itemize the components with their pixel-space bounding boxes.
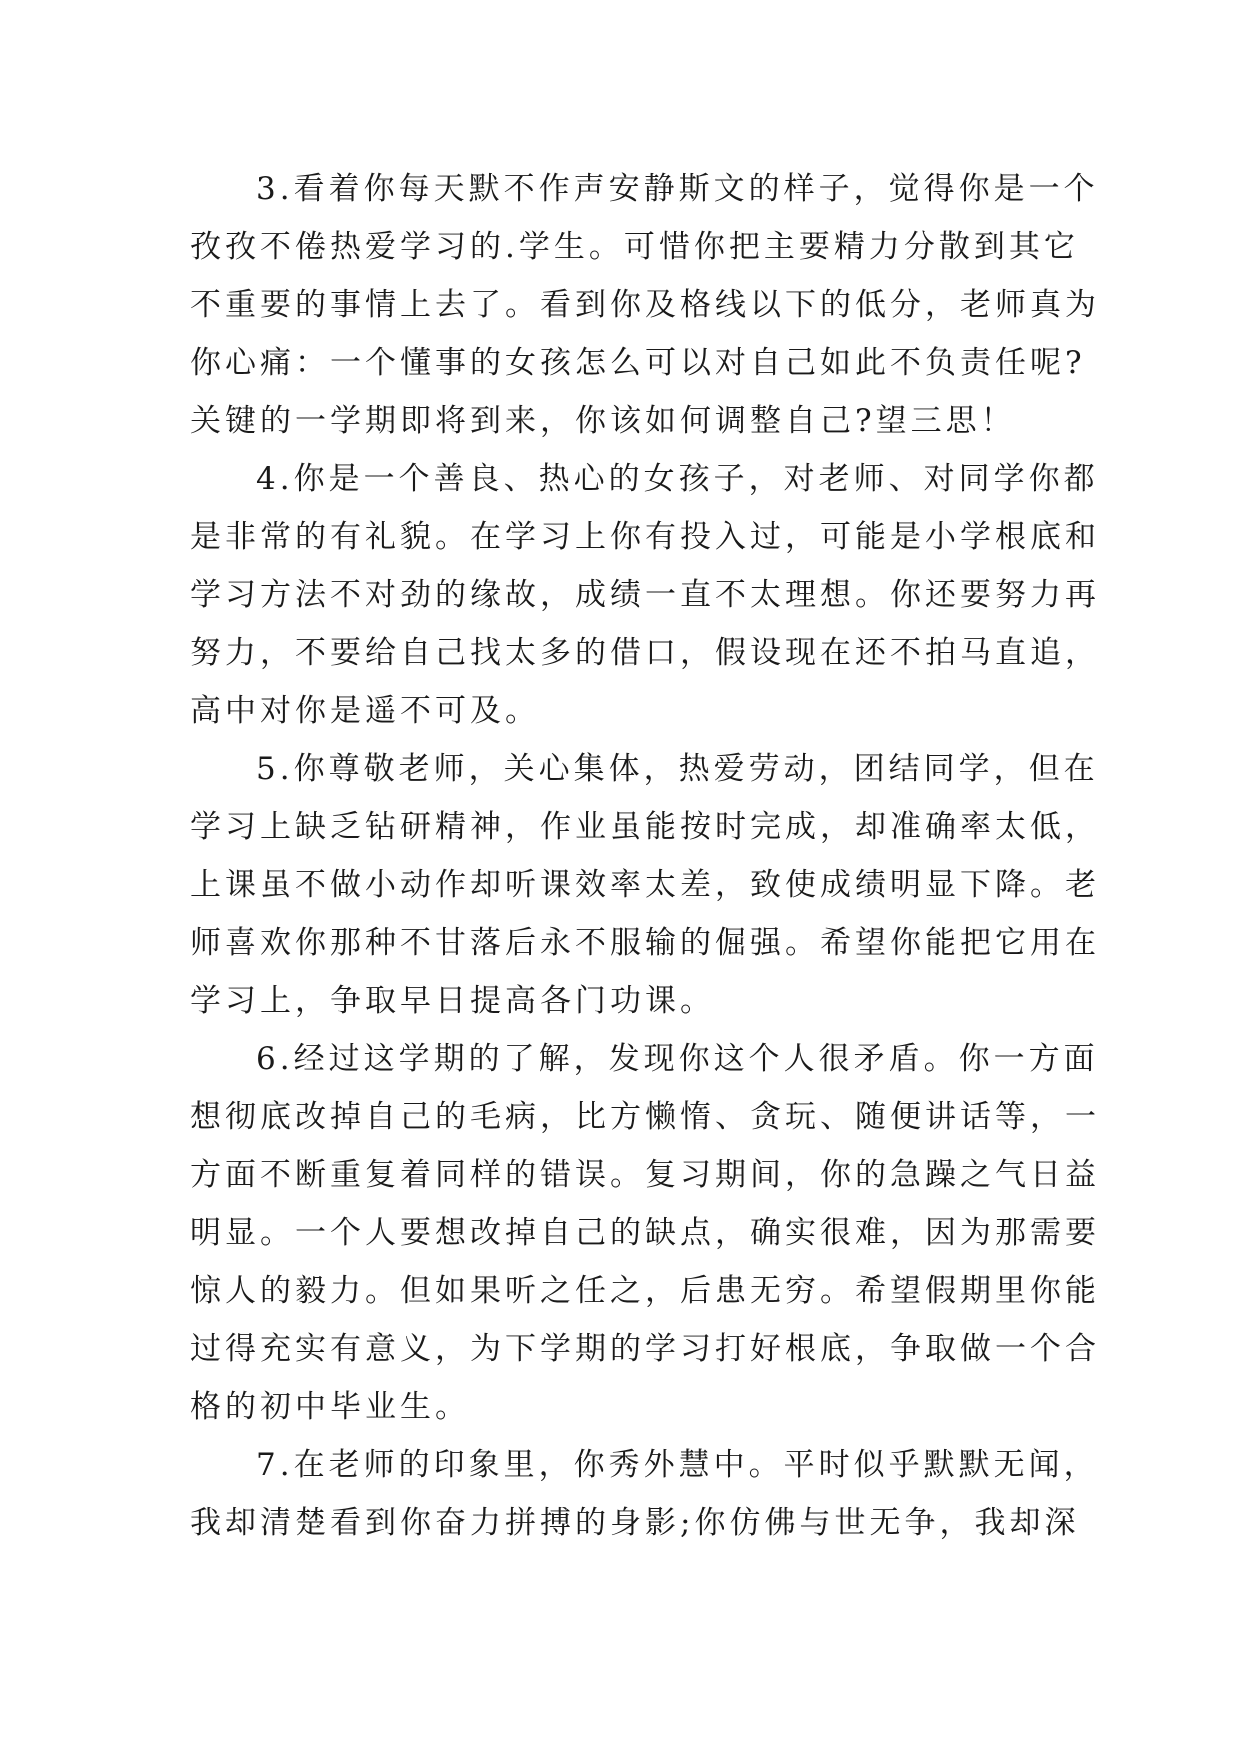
paragraph-line: 想彻底改掉自己的毛病，比方懒惰、贪玩、随便讲话等，一 (190, 1099, 1100, 1135)
paragraph-line: 7.在老师的印象里，你秀外慧中。平时似乎默默无闻， (256, 1447, 1099, 1483)
paragraph-line: 学习方法不对劲的缘故，成绩一直不太理想。你还要努力再 (190, 577, 1100, 613)
paragraph-6 (190, 1030, 1100, 1436)
paragraph-line: 明显。一个人要想改掉自己的缺点，确实很难，因为那需要 (190, 1215, 1100, 1251)
paragraph-line: 师喜欢你那种不甘落后永不服输的倔强。希望你能把它用在 (190, 925, 1100, 961)
paragraph-3 (190, 160, 1100, 450)
paragraph-line: 学习上缺乏钻研精神，作业虽能按时完成，却准确率太低， (190, 809, 1100, 845)
paragraph-line: 是非常的有礼貌。在学习上你有投入过，可能是小学根底和 (190, 519, 1100, 555)
paragraph-line: 孜孜不倦热爱学习的.学生。可惜你把主要精力分散到其它 (190, 229, 1079, 265)
paragraph-line: 3.看着你每天默不作声安静斯文的样子，觉得你是一个 (256, 171, 1099, 207)
paragraph-line: 不重要的事情上去了。看到你及格线以下的低分，老师真为 (190, 287, 1100, 323)
paragraph-line: 关键的一学期即将到来，你该如何调整自己?望三思！ (190, 403, 1016, 439)
paragraph-line: 过得充实有意义，为下学期的学习打好根底，争取做一个合 (190, 1331, 1100, 1367)
paragraph-5 (190, 740, 1100, 1030)
paragraph-line: 惊人的毅力。但如果听之任之，后患无穷。希望假期里你能 (190, 1273, 1100, 1309)
paragraph-line: 4.你是一个善良、热心的女孩子，对老师、对同学你都 (256, 461, 1099, 497)
document-body (190, 160, 1100, 1552)
paragraph-line: 高中对你是遥不可及。 (190, 693, 540, 729)
paragraph-7 (190, 1436, 1099, 1552)
paragraph-line: 格的初中毕业生。 (190, 1389, 470, 1425)
paragraph-line: 6.经过这学期的了解，发现你这个人很矛盾。你一方面 (256, 1041, 1099, 1077)
paragraph-line: 5.你尊敬老师，关心集体，热爱劳动，团结同学，但在 (256, 751, 1099, 787)
paragraph-line: 方面不断重复着同样的错误。复习期间，你的急躁之气日益 (190, 1157, 1100, 1193)
paragraph-4 (190, 450, 1100, 740)
paragraph-line: 上课虽不做小动作却听课效率太差，致使成绩明显下降。老 (190, 867, 1100, 903)
paragraph-line: 你心痛：一个懂事的女孩怎么可以对自己如此不负责任呢? (190, 345, 1086, 381)
paragraph-line: 学习上，争取早日提高各门功课。 (190, 983, 715, 1019)
paragraph-line: 努力，不要给自己找太多的借口，假设现在还不拍马直追， (190, 635, 1100, 671)
paragraph-line: 我却清楚看到你奋力拼搏的身影;你仿佛与世无争，我却深 (190, 1505, 1080, 1541)
